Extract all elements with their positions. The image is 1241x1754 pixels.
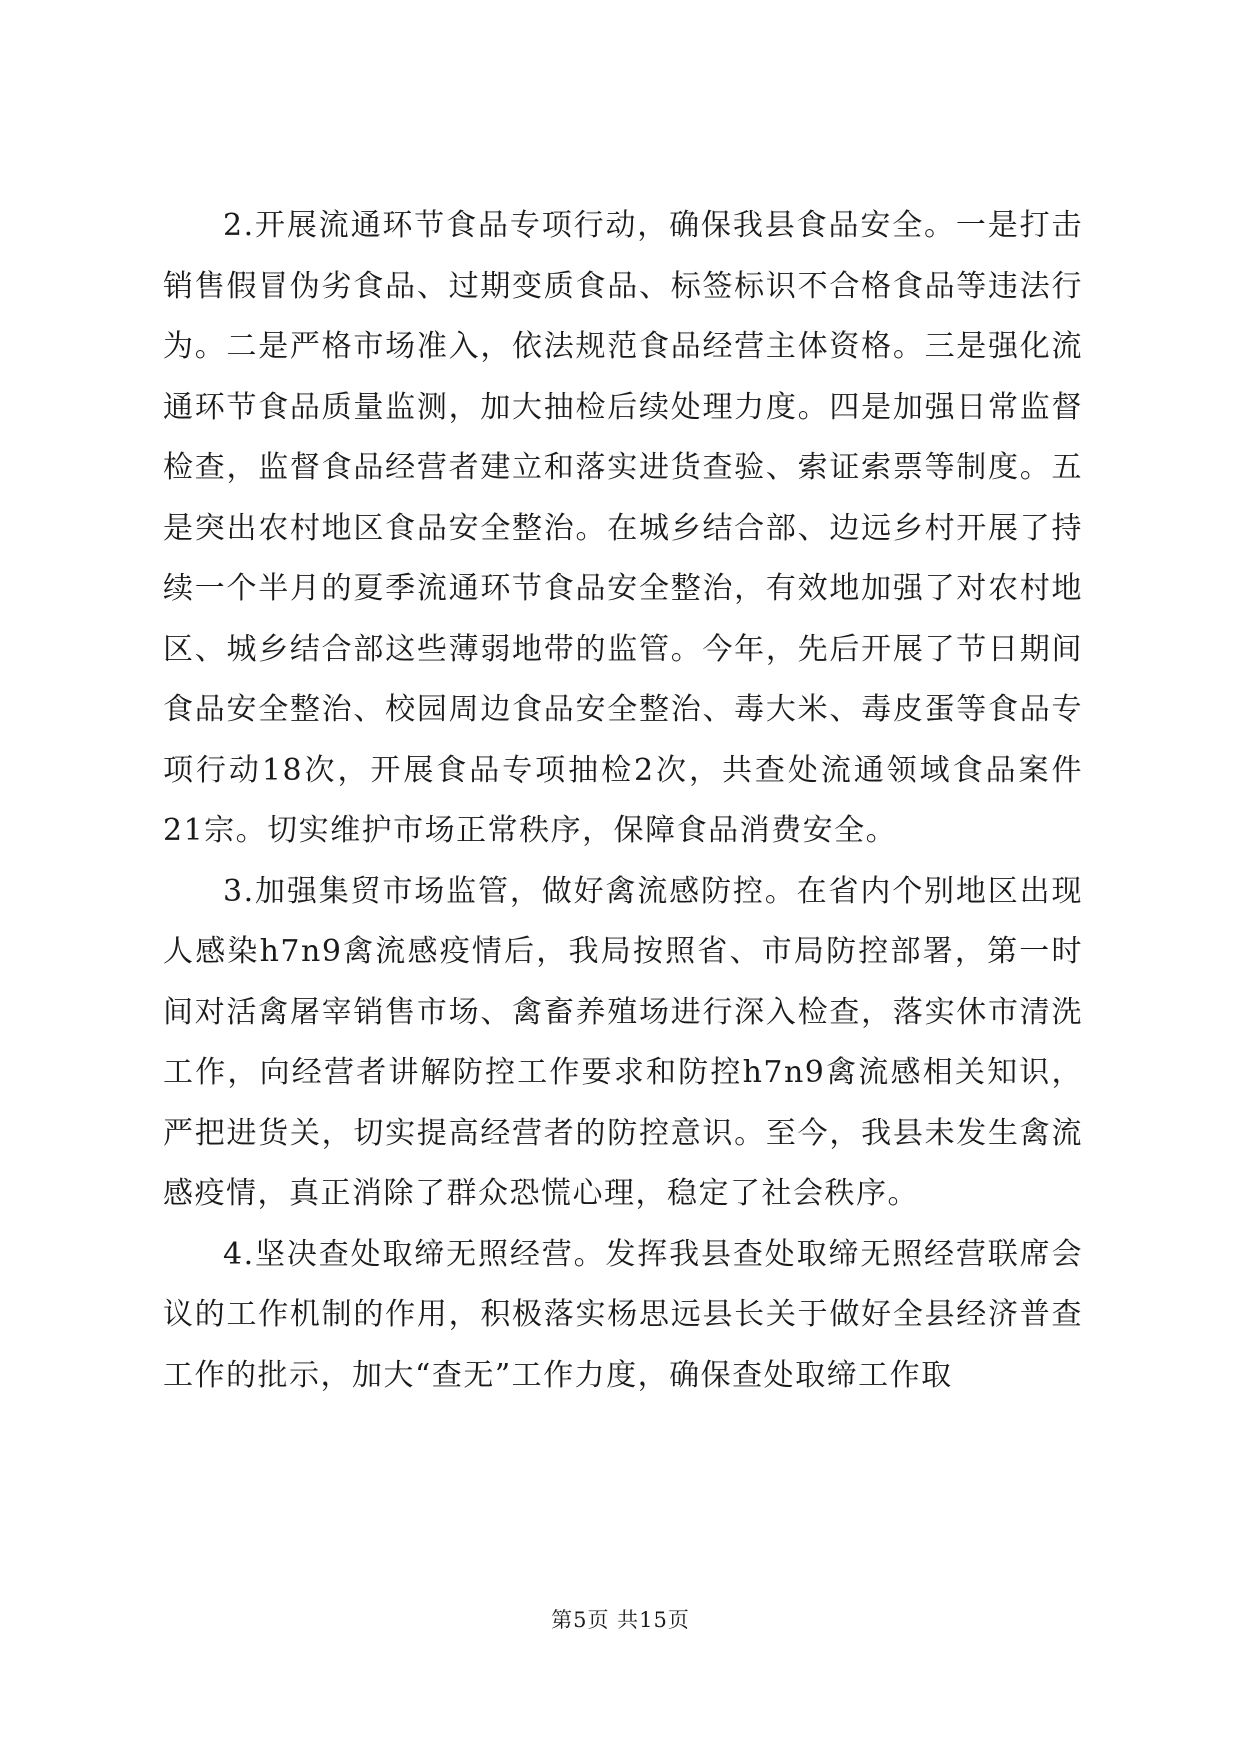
paragraph-food-safety: 2.开展流通环节食品专项行动，确保我县食品安全。一是打击销售假冒伪劣食品、过期变质食品、标签标识不合格食品等违法行为。二是严格市场准入，依法规范食品经营主体资格。三是强化流通环节食品质量监测，加大抽检后续处理力度。四是加强日常监督检查，监督食品经营者建立和落实进货查验、索证索票等制度。五是突出农村地区食品安全整治。在城乡结合部、边远乡村开展了持续一个半月的夏季流通环节食品安全整治，有效地加强了对农村地区、城乡结合部这些薄弱地带的监管。今年，先后开展了节日期间食品安全整治、校园周边食品安全整治、毒大米、毒皮蛋等食品专项行动18次，开展食品专项抽检2次，共查处流通领域食品案件21宗。切实维护市场正常秩序，保障食品消费安全。: [163, 208, 1083, 848]
paragraph-unlicensed-business: 4.坚决查处取缔无照经营。发挥我县查处取缔无照经营联席会议的工作机制的作用，积极落实杨思远县长关于做好全县经济普查工作的批示，加大“查无”工作力度，确保查处取缔工作取: [163, 1236, 1083, 1393]
page-number-footer: 第5页 共15页: [551, 1608, 690, 1632]
paragraph-avian-flu: 3.加强集贸市场监管，做好禽流感防控。在省内个别地区出现人感染h7n9禽流感疫情后，我局按照省、市局防控部署，第一时间对活禽屠宰销售市场、禽畜养殖场进行深入检查，落实休市清洗工作，向经营者讲解防控工作要求和防控h7n9禽流感相关知识，严把进货关，切实提高经营者的防控意识。至今，我县未发生禽流感疫情，真正消除了群众恐慌心理，稳定了社会秩序。: [163, 873, 1083, 1211]
document-body: [163, 196, 1083, 1406]
